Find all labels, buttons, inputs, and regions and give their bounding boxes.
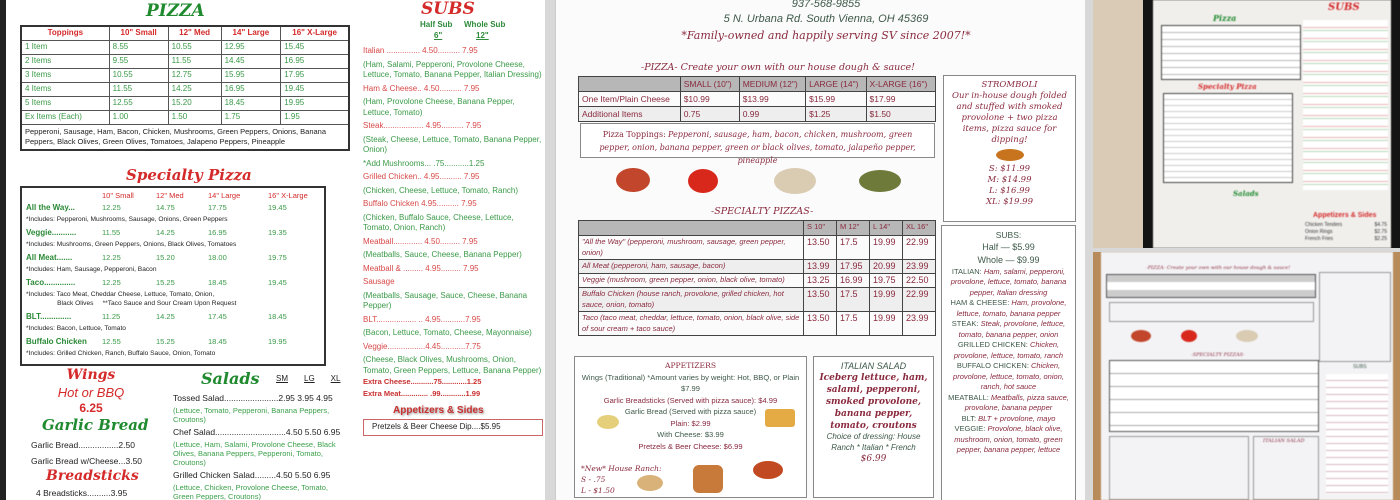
- sub-name: HAM & CHEESE:: [950, 298, 1012, 307]
- specialty-title: -SPECIALTY PIZZAS-: [711, 206, 814, 217]
- garlic-bread-item: Garlic Bread.................2.50: [31, 440, 135, 450]
- table-cell: 11.55: [109, 82, 168, 96]
- specialty-includes: *Includes: Pepperoni, Mushrooms, Sausage, Onions, Green Peppers: [26, 216, 228, 223]
- half-sub-label: Half Sub: [420, 20, 453, 29]
- subs-list: [363, 43, 543, 436]
- photo-specialty-title: Specialty Pizza: [1198, 82, 1257, 91]
- table-cell: 2 Items: [21, 54, 109, 68]
- pepperoni-image: [616, 168, 650, 192]
- whole-sub-size: 12": [476, 31, 489, 40]
- photo2-pizza-title: -PIZZA- Create your own with our house dough & sauce!: [1146, 265, 1291, 271]
- breadsticks-title: Breadsticks: [46, 468, 139, 484]
- side-price: $4.75: [1374, 222, 1387, 228]
- sub-desc: Ham, provolone, lettuce, tomato, banana pepper: [956, 298, 1067, 318]
- pizza-title: -PIZZA- Create your own with our house dough & sauce!: [641, 62, 915, 73]
- specialty-price: 18.45: [268, 312, 287, 321]
- specialty-price: 19.75: [268, 253, 287, 262]
- appetizer-line: Garlic Breadsticks (Served with pizza sauce): $4.99: [603, 395, 778, 405]
- side-item: [1305, 222, 1387, 229]
- stromboli-image: [996, 149, 1024, 161]
- table-cell: 12.55: [109, 96, 168, 110]
- wings-image: [753, 461, 783, 479]
- whole-sub-label: Whole Sub: [464, 20, 506, 29]
- salads-title: Salads: [201, 369, 260, 388]
- sub-desc: (Chicken, Buffalo Sauce, Cheese, Lettuce, Tomato, Onion, Ranch): [363, 212, 514, 232]
- photo2-salad-title: ITALIAN SALAD: [1263, 438, 1305, 444]
- olives-image: [859, 170, 901, 192]
- sub-item: Ham & Cheese.. 4.50.......... 7.95: [363, 83, 480, 93]
- specialty-price: 18.45: [208, 278, 227, 287]
- appetizer-line: Plain: $2.99: [670, 418, 711, 428]
- salad-desc: (Lettuce, Tomato, Pepperoni, Banana Peppers, Croutons): [173, 406, 330, 424]
- table-cell: 5 Items: [21, 96, 109, 110]
- table-cell: $17.99: [866, 92, 936, 107]
- toppings-cell: Pepperoni, Sausage, Ham, Bacon, Chicken, Mushrooms, Green Peppers, Onions, Banana Peppers, Black Olives, Green Olives, Tomatoes, Jalapeno Peppers, Pineapple: [21, 124, 349, 150]
- ranch-line: *New* House Ranch:: [581, 464, 662, 473]
- table-cell: $1.50: [866, 107, 936, 122]
- column-header: 12" Med: [156, 191, 184, 200]
- column-header: 10" Small: [102, 191, 134, 200]
- table-cell: One Item/Plain Cheese: [579, 92, 681, 107]
- table-row: [579, 92, 936, 107]
- sub-item: [946, 361, 1071, 393]
- extra-item: Extra Meat............. .99............1.99: [363, 388, 481, 398]
- salad-item: Grilled Chicken Salad.........4.50 5.50 6.95: [173, 470, 331, 480]
- appetizer-line: Wings (Traditional) *Amount varies by weight: Hot, BBQ, or Plain $7.99: [581, 372, 800, 393]
- sub-desc: (Cheese, Black Olives, Mushrooms, Onion, Tomato, Green Peppers, Lettuce, Banana Pepper): [363, 355, 542, 375]
- appetizer-item: Pretzels & Beer Cheese Dip....$5.95: [363, 419, 543, 436]
- sub-name: ITALIAN:: [951, 266, 984, 276]
- table-cell: 22.99: [903, 236, 936, 260]
- specialty-includes: *Includes: Mushrooms, Green Peppers, Onions, Black Olives, Tomatoes: [26, 241, 237, 248]
- table-cell: 15.45: [281, 40, 349, 54]
- table-cell: 20.99: [870, 260, 903, 274]
- specialty-price: 16.95: [208, 228, 227, 237]
- breadsticks-item: 4 Breadsticks..........3.95: [36, 488, 128, 498]
- sub-desc: (Chicken, Cheese, Lettuce, Tomato, Ranch): [363, 185, 519, 195]
- table-row: [21, 54, 349, 68]
- sub-desc: Meatballs, pizza sauce, provolone, banana pepper: [964, 392, 1069, 412]
- sub-desc: (Ham, Provolone Cheese, Banana Pepper, Lettuce, Tomato): [363, 97, 515, 117]
- sub-item: Meatball & ......... 4.95......... 7.95: [363, 263, 479, 273]
- menu-photo-wall[interactable]: [1093, 0, 1400, 248]
- table-cell: All Meat (pepperoni, ham, sausage, bacon): [579, 260, 804, 274]
- table-cell: 1.95: [281, 110, 349, 124]
- subs-title: SUBS: [421, 0, 475, 19]
- sub-item: Buffalo Chicken 4.95.......... 7.95: [363, 199, 477, 208]
- table-row: [579, 274, 936, 288]
- side-name: Chicken Tenders: [1305, 222, 1343, 228]
- stromboli-box: [943, 75, 1076, 222]
- address: 5 N. Urbana Rd. South Vienna, OH 45369: [723, 13, 929, 25]
- sub-item: [946, 319, 1071, 340]
- appetizer-line: Garlic Bread (Served with pizza sauce): [624, 407, 757, 416]
- column-header: X-LARGE (16"): [866, 77, 936, 92]
- sub-item: Veggie.................4.45...........7.75: [363, 341, 481, 351]
- specialty-includes: *Includes: Bacon, Lettuce, Tomato: [26, 325, 126, 332]
- tagline: *Family-owned and happily serving SV since 2007!*: [681, 29, 971, 42]
- table-cell: Buffalo Chicken (house ranch, provolone, grilled chicken, hot sauce, onion, tomato): [579, 288, 804, 312]
- photo-appetizers-title: Appetizers & Sides: [1313, 212, 1377, 219]
- table-cell: $13.99: [739, 92, 805, 107]
- specialty-price: 19.35: [268, 228, 287, 237]
- salad-sizes: [276, 374, 340, 383]
- stromboli-price: XL: $19.99: [985, 197, 1033, 207]
- sub-desc: (Meatballs, Sauce, Cheese, Banana Pepper): [363, 250, 522, 259]
- table-cell: 16.95: [281, 54, 349, 68]
- table-cell: "All the Way" (pepperoni, mushroom, sausage, green pepper, onion): [579, 236, 804, 260]
- sub-name: STEAK:: [951, 319, 981, 328]
- table-cell: 19.45: [281, 82, 349, 96]
- phone: 937-568-9855: [791, 0, 861, 10]
- sub-item: BLT.................. .. 4.95...........7.95: [363, 314, 481, 324]
- column-header: SMALL (10"): [680, 77, 739, 92]
- table-cell: 1 Item: [21, 40, 109, 54]
- table-cell: Ex Items (Each): [21, 110, 109, 124]
- specialty-pizza-table: [578, 220, 936, 336]
- garlic-bread-title: Garlic Bread: [42, 416, 149, 434]
- subs-title: SUBS:: [995, 230, 1022, 240]
- table-cell: 13.50: [804, 312, 837, 336]
- specialty-price: 14.25: [156, 228, 175, 237]
- table-cell: 19.99: [870, 312, 903, 336]
- table-cell: 19.99: [870, 288, 903, 312]
- sub-name: BLT:: [961, 413, 979, 423]
- ranch-line: S - .75: [581, 475, 606, 484]
- sub-desc: *Add Mushrooms... .75...........1.25: [363, 158, 485, 168]
- sub-desc: Steak, provolone, lettuce, tomato, banana pepper, onion: [958, 319, 1066, 339]
- table-row: [21, 82, 349, 96]
- photo-sides-list: [1305, 222, 1387, 243]
- column-header: 16" X-Large: [281, 26, 349, 40]
- specialty-name: Taco..............: [26, 278, 76, 287]
- table-cell: 9.55: [109, 54, 168, 68]
- stromboli-price: M: $14.99: [987, 175, 1032, 185]
- table-cell: 19.75: [870, 274, 903, 288]
- sub-name: GRILLED CHICKEN:: [957, 340, 1030, 349]
- sub-item: Steak.................. 4.95.......... 7.95: [363, 121, 482, 130]
- table-cell: 16.95: [221, 82, 281, 96]
- sub-item: Italian ............... 4.50.......... 7.95: [363, 46, 478, 55]
- italian-salad-dressing: Choice of dressing: House Ranch * Italian * French: [826, 432, 921, 452]
- mushroom-image: [774, 168, 816, 194]
- specialty-price: 14.75: [156, 203, 175, 212]
- wings-price: 6.25: [79, 401, 103, 415]
- table-cell: 0.75: [680, 107, 739, 122]
- side-item: [1305, 236, 1387, 243]
- table-cell: 13.99: [804, 260, 837, 274]
- pizza-price-table: [578, 76, 936, 122]
- photo2-subs-title: SUBS: [1353, 364, 1367, 370]
- wings-title: Wings: [66, 367, 116, 383]
- table-cell: 13.50: [804, 288, 837, 312]
- table-cell: 3 Items: [21, 68, 109, 82]
- specialty-price: 18.45: [208, 337, 227, 346]
- subs-whole-price: Whole — $9.99: [977, 254, 1040, 265]
- side-name: French Fries: [1305, 236, 1334, 242]
- sub-name: VEGGIE:: [954, 424, 988, 433]
- specialty-price: 15.25: [156, 278, 175, 287]
- column-header: XL 16": [903, 221, 936, 236]
- table-cell: 17.95: [281, 68, 349, 82]
- wings-subtitle: Hot or BBQ: [57, 385, 125, 400]
- sub-desc: Ham, salami, pepperoni, provolone, lettuce, tomato, banana pepper, Italian dressing: [950, 266, 1067, 297]
- side-name: Onion Rings: [1305, 229, 1333, 235]
- specialty-price: 17.75: [208, 203, 227, 212]
- table-cell: 17.95: [837, 260, 870, 274]
- specialty-price: 12.25: [102, 278, 121, 287]
- photo-salads-title: Salads: [1233, 189, 1259, 198]
- toppings-box: [580, 123, 935, 165]
- sub-item: [946, 393, 1071, 414]
- sub-item: Grilled Chicken.. 4.95.......... 7.95: [363, 172, 480, 181]
- appetizers-title: APPETIZERS: [664, 361, 717, 370]
- sub-item: Meatball............. 4.50......... 7.95: [363, 236, 478, 246]
- column-header: L 14": [870, 221, 903, 236]
- table-cell: $15.99: [806, 92, 866, 107]
- menu-photo-paper[interactable]: [1093, 252, 1400, 500]
- stromboli-price: S: $11.99: [988, 164, 1031, 174]
- column-header: MEDIUM (12"): [739, 77, 805, 92]
- column-header: S 10": [804, 221, 837, 236]
- pizza-title: PIZZA: [146, 1, 205, 21]
- specialty-name: Veggie...........: [26, 228, 77, 237]
- table-cell: 12.75: [168, 68, 221, 82]
- appetizers-title: Appetizers & Sides: [393, 405, 484, 416]
- table-row: [21, 110, 349, 124]
- side-item: [1305, 229, 1387, 236]
- table-row: [21, 68, 349, 82]
- sub-name: BUFFALO CHICKEN:: [956, 361, 1031, 370]
- appetizer-line: With Cheese: $3.99: [657, 430, 724, 439]
- side-price: $2.25: [1374, 236, 1387, 242]
- table-cell: 17.5: [837, 312, 870, 336]
- table-row: [579, 288, 936, 312]
- specialty-price: 19.45: [268, 203, 287, 212]
- column-header: 10" Small: [109, 26, 168, 40]
- sub-item: [946, 414, 1071, 425]
- sub-desc: Chicken, provolone, lettuce, tomato, onion, ranch, hot sauce: [953, 361, 1064, 391]
- table-cell: 18.45: [221, 96, 281, 110]
- toppings-row: [21, 124, 349, 150]
- salad-desc: (Lettuce, Chicken, Provolone Cheese, Tomato, Green Peppers, Croutons): [173, 483, 328, 500]
- table-row: [579, 236, 936, 260]
- sub-desc: BLT + provolone, mayo: [978, 413, 1056, 423]
- table-cell: 1.75: [221, 110, 281, 124]
- menu-image-1[interactable]: [0, 0, 545, 500]
- table-cell: 16.99: [837, 274, 870, 288]
- table-cell: 10.55: [109, 68, 168, 82]
- italian-salad-price: $6.99: [860, 454, 887, 464]
- table-row: [579, 260, 936, 274]
- table-cell: $1.25: [806, 107, 866, 122]
- italian-salad-desc: Iceberg lettuce, ham, salami, pepperoni, smoked provolone, banana pepper, tomato, croutons: [819, 373, 928, 431]
- table-cell: 8.55: [109, 40, 168, 54]
- sub-item: [946, 267, 1071, 299]
- table-cell: 1.00: [109, 110, 168, 124]
- table-cell: 13.25: [804, 274, 837, 288]
- column-header: LARGE (14"): [806, 77, 866, 92]
- specialty-price: 18.00: [208, 253, 227, 262]
- specialty-pizza-title: Specialty Pizza: [126, 166, 252, 184]
- subs-box: [941, 225, 1076, 500]
- table-cell: 23.99: [903, 260, 936, 274]
- table-cell: 17.5: [837, 288, 870, 312]
- appetizers-box: [574, 356, 807, 498]
- column-header: M 12": [837, 221, 870, 236]
- table-cell: $10.99: [680, 92, 739, 107]
- sub-desc: (Meatballs, Sausage, Sauce, Cheese, Banana Pepper): [363, 290, 528, 310]
- specialty-price: 15.20: [156, 253, 175, 262]
- table-cell: 14.45: [221, 54, 281, 68]
- stromboli-title: STROMBOLI: [981, 80, 1038, 90]
- specialty-price: 12.25: [102, 253, 121, 262]
- specialty-name: BLT..............: [26, 312, 72, 321]
- table-cell: Veggie (mushroom, green pepper, onion, black olive, tomato): [579, 274, 804, 288]
- stromboli-desc: Our in-house dough folded and stuffed with smoked provolone + two pizza items, pizza sauce for dipping!: [952, 91, 1067, 145]
- breadsticks-image: [597, 415, 619, 429]
- garlic-bread-cheese-item: Garlic Bread w/Cheese...3.50: [31, 456, 143, 466]
- column-header: 14" Large: [208, 191, 241, 200]
- toppings-label: Pizza Toppings:: [602, 130, 666, 139]
- specialty-includes: *Includes: Ham, Sausage, Pepperoni, Bacon: [26, 266, 157, 273]
- sub-item: [946, 340, 1071, 361]
- table-cell: 22.50: [903, 274, 936, 288]
- table-row: [21, 96, 349, 110]
- specialty-price: 15.25: [156, 337, 175, 346]
- tomato-image: [688, 169, 718, 193]
- table-cell: 14.25: [168, 82, 221, 96]
- specialty-price: 17.45: [208, 312, 227, 321]
- column-header: [579, 77, 681, 92]
- specialty-price: 11.55: [102, 228, 121, 237]
- table-row: [579, 107, 936, 122]
- column-header: [579, 221, 804, 236]
- salad-desc: (Lettuce, Ham, Salami, Provolone Cheese, Black Olives, Banana Peppers, Pepperoni, Tomato, Croutons): [173, 440, 336, 467]
- column-header: Toppings: [21, 26, 109, 40]
- extra-item: Extra Cheese...........75............1.25: [363, 377, 482, 386]
- table-row: [579, 312, 936, 336]
- half-sub-size: 6": [434, 31, 443, 40]
- appetizer-line: Pretzels & Beer Cheese: $6.99: [638, 441, 743, 451]
- column-header: 14" Large: [221, 26, 281, 40]
- specialty-price: 19.95: [268, 337, 287, 346]
- table-cell: 13.50: [804, 236, 837, 260]
- sub-desc: Provolone, black olive, mushroom, onion, tomato, green pepper, banana pepper, lettuce: [954, 424, 1063, 454]
- specialty-includes: *Includes: Grilled Chicken, Ranch, Buffalo Sauce, Onion, Tomato: [26, 350, 216, 357]
- stromboli-price: L: $16.99: [989, 186, 1030, 196]
- table-cell: 15.20: [168, 96, 221, 110]
- ranch-line: L - $1.50: [581, 486, 615, 495]
- table-cell: Additional Items: [579, 107, 681, 122]
- table-cell: 23.99: [903, 312, 936, 336]
- sub-item: Sausage: [363, 277, 395, 286]
- table-cell: 19.95: [281, 96, 349, 110]
- size-lg: LG: [304, 374, 315, 383]
- sub-name: MEATBALL:: [948, 392, 991, 402]
- table-cell: 1.50: [168, 110, 221, 124]
- table-cell: 12.95: [221, 40, 281, 54]
- salad-item: Tossed Salad.......................2.95 3.95 4.95: [173, 393, 333, 403]
- garlic-bread-image: [765, 409, 795, 427]
- size-sm: SM: [276, 374, 288, 383]
- table-cell: 4 Items: [21, 82, 109, 96]
- size-xl: XL: [330, 374, 341, 383]
- side-price: $2.75: [1374, 229, 1387, 235]
- pretzel-image: [693, 465, 723, 493]
- specialty-price: 12.55: [102, 337, 121, 346]
- sub-desc: (Bacon, Lettuce, Tomato, Cheese, Mayonnaise): [363, 328, 532, 337]
- sub-desc: (Ham, Salami, Pepperoni, Provolone Cheese, Lettuce, Tomato, Banana Pepper, Italian Dressing): [363, 59, 542, 79]
- ranch-image: [637, 475, 663, 491]
- table-cell: 11.55: [168, 54, 221, 68]
- specialty-pizza-box: [20, 186, 326, 366]
- specialty-price: 11.25: [102, 312, 121, 321]
- specialty-price: 14.25: [156, 312, 175, 321]
- specialty-name: Buffalo Chicken: [26, 337, 87, 346]
- photo-subs-title: SUBS: [1328, 2, 1360, 13]
- toppings-text: Pepperoni, sausage, ham, bacon, chicken, mushroom, green pepper, onion, banana pepper, green or black olives, tomato, jalapeño pepper, pineapple: [599, 130, 916, 165]
- column-header: 12" Med: [168, 26, 221, 40]
- table-cell: 10.55: [168, 40, 221, 54]
- italian-salad-box: [813, 356, 934, 498]
- table-cell: 19.99: [870, 236, 903, 260]
- sub-desc: Chicken, provolone, lettuce, tomato, ranch: [953, 340, 1064, 360]
- table-header-row: [21, 26, 349, 40]
- salad-item: Chef Salad..............................4.50 5.50 6.95: [173, 427, 341, 437]
- table-cell: 15.95: [221, 68, 281, 82]
- specialty-price: 19.45: [268, 278, 287, 287]
- specialty-includes: *Includes: Taco Meat, Cheddar Cheese, Lettuce, Tomato, Onion, Black Olives **Taco Sauce and Sour Cream Upon Request: [26, 291, 237, 307]
- italian-salad-title: ITALIAN SALAD: [840, 361, 907, 371]
- sub-item: [946, 424, 1071, 456]
- sub-item: [946, 298, 1071, 319]
- table-cell: 0.99: [739, 107, 805, 122]
- sub-desc: (Steak, Cheese, Lettuce, Tomato, Banana Pepper, Onion): [363, 134, 542, 154]
- table-header-row: [579, 221, 936, 236]
- table-cell: Taco (taco meat, cheddar, lettuce, tomato, onion, black olive, side of sour cream + taco sauce): [579, 312, 804, 336]
- specialty-name: All Meat.......: [26, 253, 73, 262]
- column-header: 16" X-Large: [268, 191, 308, 200]
- photo2-specialty-title: -SPECIALTY PIZZAS-: [1191, 352, 1245, 358]
- table-header-row: [579, 77, 936, 92]
- table-cell: 22.99: [903, 288, 936, 312]
- specialty-price: 12.25: [102, 203, 121, 212]
- table-cell: 17.5: [837, 236, 870, 260]
- pizza-price-table: [20, 25, 350, 151]
- photo-pizza-title: Pizza: [1213, 13, 1237, 23]
- subs-half-price: Half — $5.99: [982, 241, 1035, 252]
- specialty-name: All the Way...: [26, 203, 75, 212]
- salads-list: [173, 390, 348, 500]
- menu-image-2[interactable]: [555, 0, 1085, 500]
- table-row: [21, 40, 349, 54]
